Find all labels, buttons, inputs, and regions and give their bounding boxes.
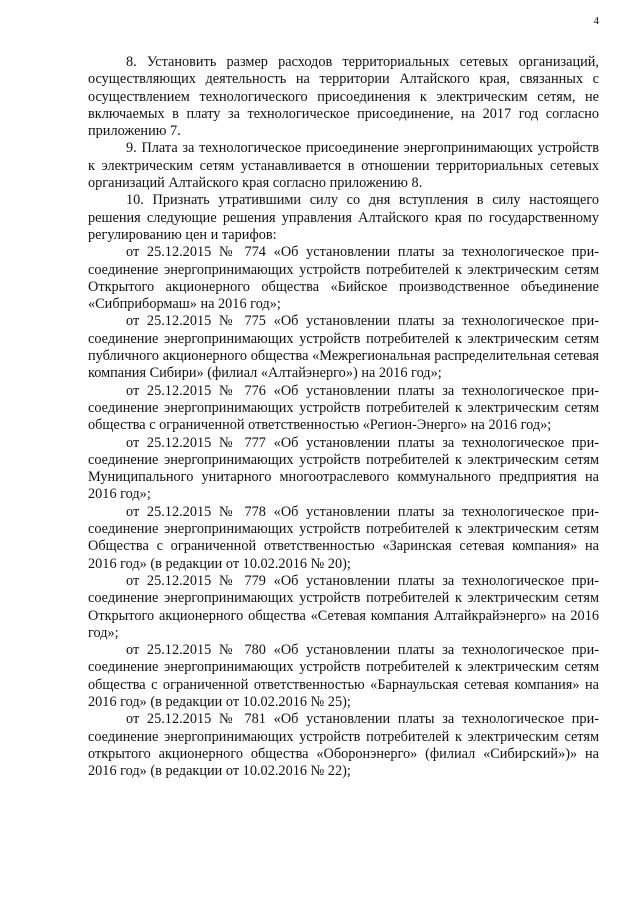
repealed-decision-774: от 25.12.2015 № 774 «Об установлении платы за технологическое присоединение энергопринимающих устройств потребителей к электрическим сетям Открытого акционерного общества «Бийское производственное объединение «Сибприбормаш» на 2016 год»; <box>88 244 599 313</box>
repealed-decision-780: от 25.12.2015 № 780 «Об установлении платы за технологическое присоединение энергопринимающих устройств потребителей к электрическим сетям общества с ограниченной ответственностью «Барнаульская сетевая компания» на 2016 год» (в редакции от 10.02.2016 № 25); <box>88 642 599 710</box>
paragraph-item-9: 9. Плата за технологическое присоединение энергопринимающих устройств к электрическим сетям устанавливается в отношении территориальных сетевых организаций Алтайского края согласно приложению 8. <box>88 140 599 192</box>
document-body <box>88 54 599 780</box>
repealed-decision-776: от 25.12.2015 № 776 «Об установлении платы за технологическое присоединение энергопринимающих устройств потребителей к электрическим сетям общества с ограниченной ответственностью «Регион-Энерго» на 2016 год»; <box>88 382 599 434</box>
repealed-decision-775: от 25.12.2015 № 775 «Об установлении платы за технологическое присоединение энергопринимающих устройств потребителей к электрическим сетям публичного акционерного общества «Межрегиональная распределительная сетевая компания Сибири» (филиал «Алтайэнерго») на 2016 год»; <box>88 313 599 382</box>
paragraph-item-10: 10. Признать утратившими силу со дня вступления в силу настоящего решения следующие решения управления Алтайского края по государственному регулированию цен и тарифов: <box>88 192 599 243</box>
page-number: 4 <box>593 15 599 27</box>
repealed-decision-778: от 25.12.2015 № 778 «Об установлении платы за технологическое присоединение энергопринимающих устройств потребителей к электрическим сетям Общества с ограниченной ответственностью «Заринская сетевая компания» на 2016 год» (в редакции от 10.02.2016 № 20); <box>88 503 599 572</box>
repealed-decision-779: от 25.12.2015 № 779 «Об установлении платы за технологическое присоединение энергопринимающих устройств потребителей к электрическим сетям Открытого акционерного общества «Сетевая компания Алтайкрайэнерго» на 2016 год»; <box>88 572 599 641</box>
repealed-decision-781: от 25.12.2015 № 781 «Об установлении платы за технологическое присоединение энергопринимающих устройств потребителей к электрическим сетям открытого акционерного общества «Оборонэнерго» (филиал «Сибирский»)» на 2016 год» (в редакции от 10.02.2016 № 22); <box>88 711 599 780</box>
paragraph-item-8: 8. Установить размер расходов территориальных сетевых организаций, осуществляющих деятельность на территории Алтайского края, связанных с осуществлением технологического присоединения к электрическим сетям, не включаемых в плату за технологическое присоединение, на 2017 год согласно приложению 7. <box>88 54 599 140</box>
repealed-decision-777: от 25.12.2015 № 777 «Об установлении платы за технологическое присоединение энергопринимающих устройств потребителей к электрическим сетям Муниципального унитарного многоотраслевого коммунального предприятия на 2016 год»; <box>88 434 599 503</box>
